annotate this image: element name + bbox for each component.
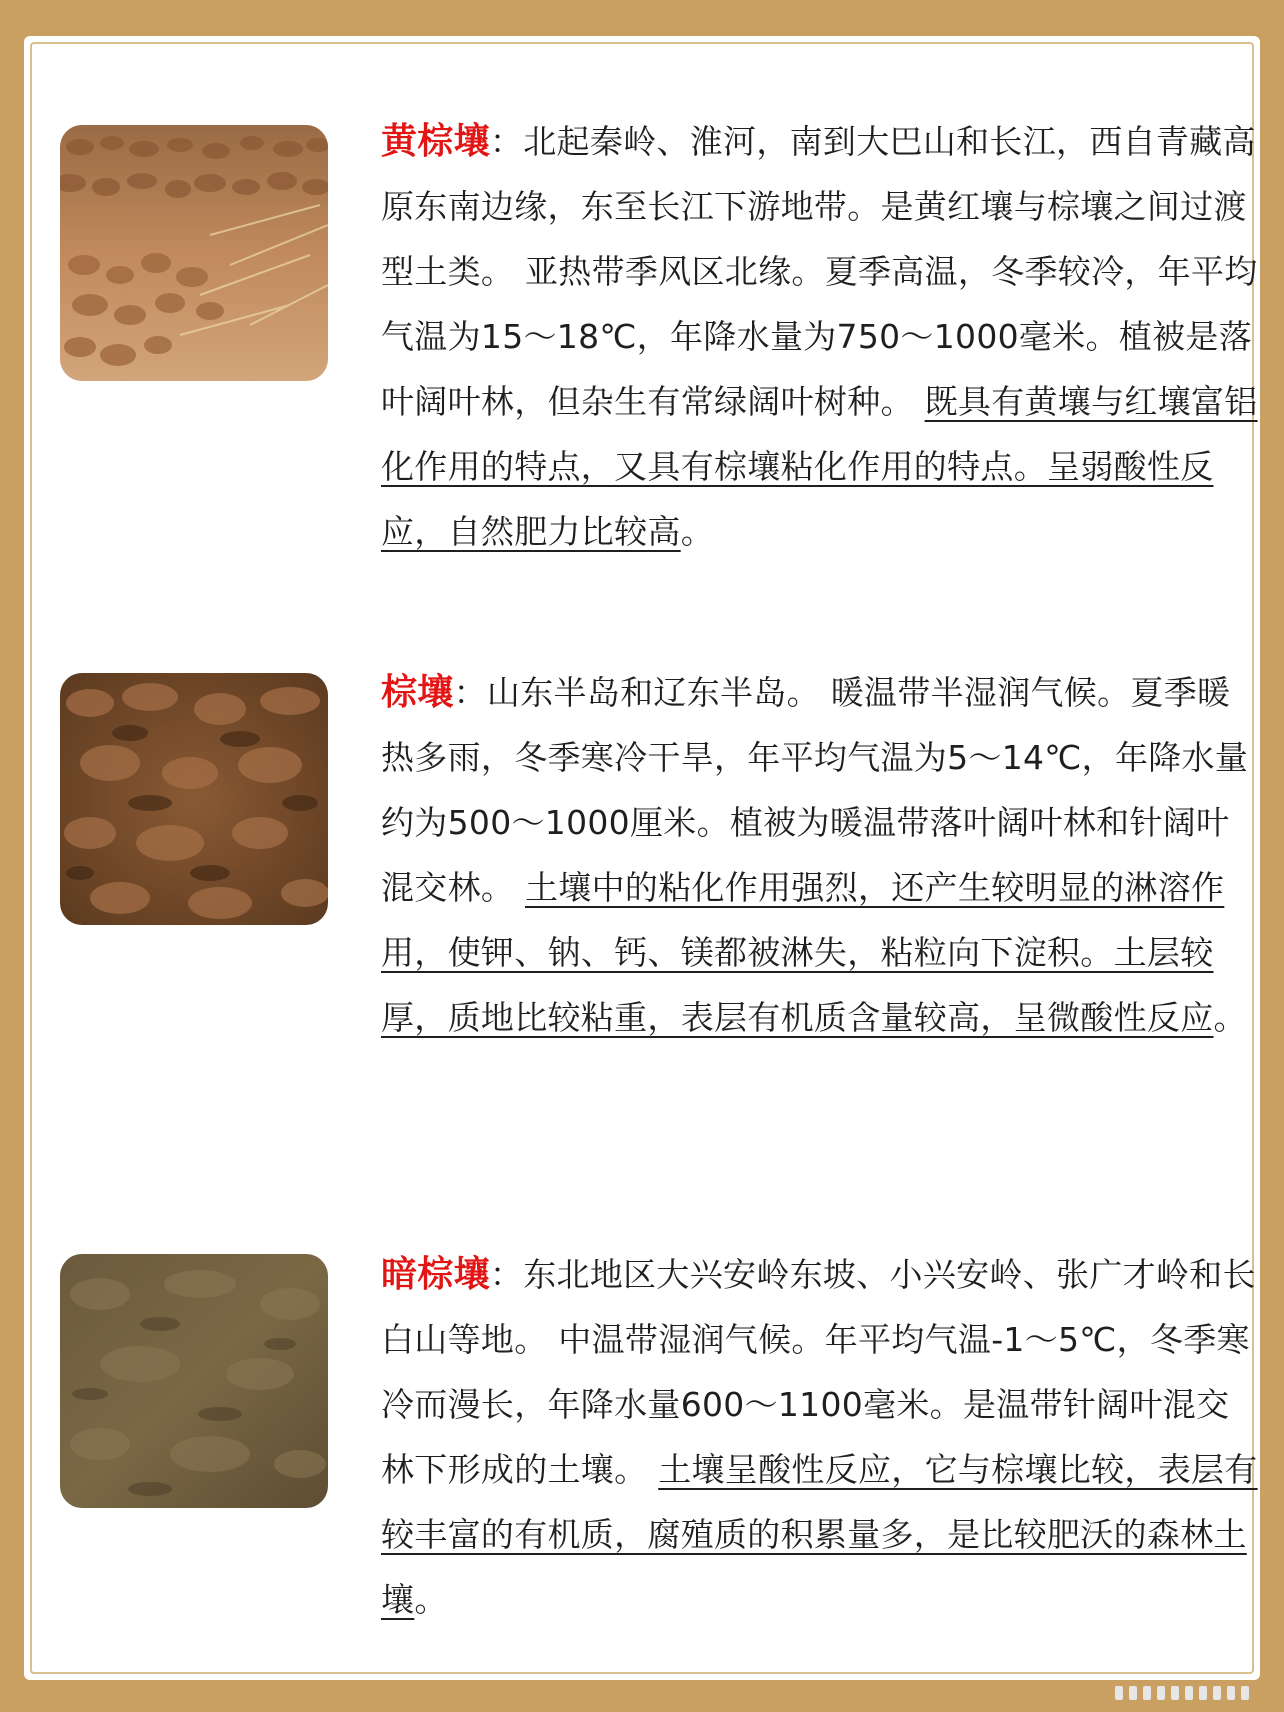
yellow-brown-soil-photo [60,125,328,381]
name-separator: ： [489,122,524,161]
content-card [24,36,1260,1680]
soil-feature-underlined: 土壤中的粘化作用强烈，还产生较明显的淋溶作用，使钾、钠、钙、镁都被淋失，粘粒向下淀积。土层较厚，质地比较粘重，表层有机质含量较高，呈微酸性反应 [381,868,1225,1037]
sentence-end: 。 [680,512,715,551]
name-separator: ： [489,1255,524,1294]
dark-brown-soil-photo [60,1254,328,1508]
soil-description [381,109,1261,564]
soil-feature-underlined: 土壤呈酸性反应，它与棕壤比较，表层有较丰富的有机质，腐殖质的积累量多，是比较肥沃的森林土壤 [381,1450,1258,1619]
sentence-end: 。 [414,1580,448,1619]
soil-distribution-climate: 山东半岛和辽东半岛。 暖温带半湿润气候。夏季暖热多雨，冬季寒冷干旱，年平均气温为5～14℃，年降水量约为500～1000厘米。植被为暖温带落叶阔叶林和针阔叶混交林。 [381,673,1249,907]
brown-soil-photo [60,673,328,925]
name-separator: ： [453,673,487,712]
soil-name: 暗棕壤 [381,1254,490,1295]
soil-name: 黄棕壤 [381,121,490,162]
soil-name: 棕壤 [381,672,454,713]
soil-distribution-climate: 北起秦岭、淮河，南到大巴山和长江，西自青藏高原东南边缘，东至长江下游地带。是黄红壤与棕壤之间过渡型土类。 亚热带季风区北缘。夏季高温，冬季较冷，年平均气温为15～18℃，年降水量为750～1000毫米。植被是落叶阔叶林，但杂生有常绿阔叶树种。 [381,122,1258,421]
sentence-end: 。 [1213,998,1247,1037]
soil-description [381,1242,1261,1632]
soil-distribution-climate: 东北地区大兴安岭东坡、小兴安岭、张广才岭和长白山等地。 中温带湿润气候。年平均气温-1～5℃，冬季寒冷而漫长，年降水量600～1100毫米。是温带针阔叶混交林下形成的土壤。 [381,1255,1256,1489]
watermark [1112,1682,1262,1706]
soil-feature-underlined: 既具有黄壤与红壤富铝化作用的特点，又具有棕壤粘化作用的特点。呈弱酸性反应，自然肥力比较高 [381,382,1258,551]
soil-description [381,660,1261,1050]
